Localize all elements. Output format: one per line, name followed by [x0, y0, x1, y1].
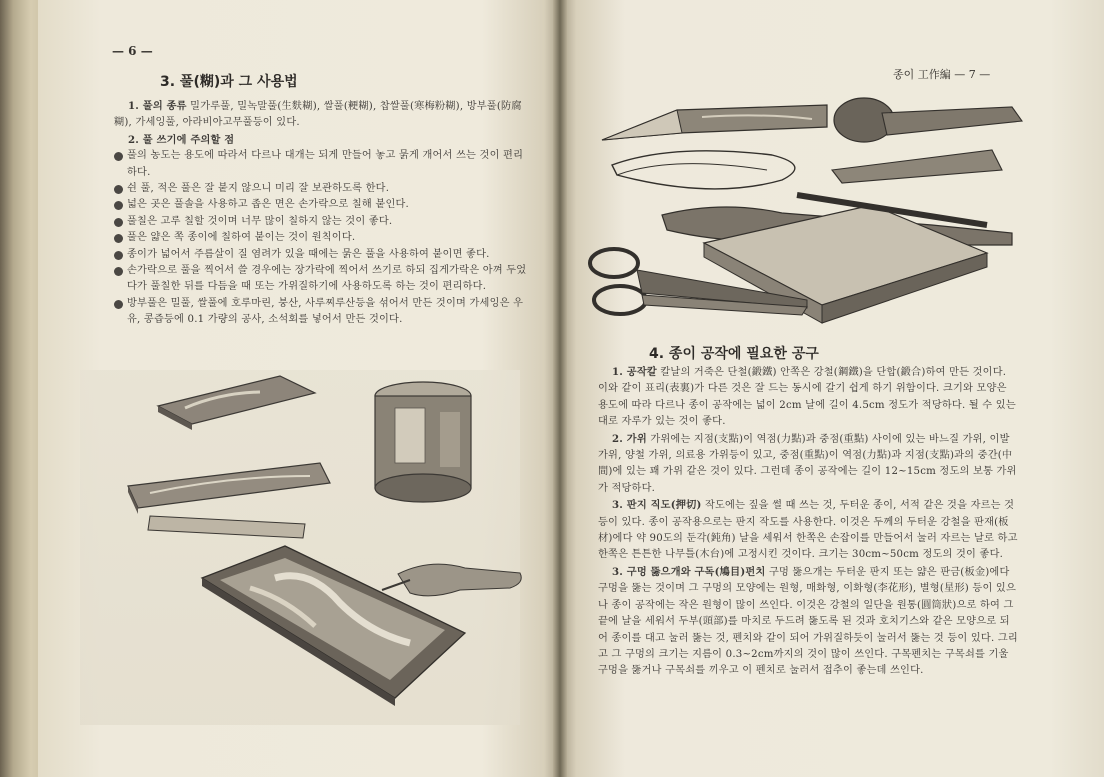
caution-heading: 2. 풀 쓰기에 주의할 점	[128, 133, 235, 146]
caution-item: 넓은 곳은 풀솔을 사용하고 좁은 면은 손가락으로 칠해 붙인다.	[114, 197, 532, 213]
left-page-body	[114, 98, 532, 329]
tool-label: 3. 판지 직도(押切)	[612, 499, 702, 512]
glue-types-paragraph	[114, 98, 532, 132]
glue-types-text: 밀가루풀, 밀녹말풀(生麩糊), 쌀풀(粳糊), 찹쌀풀(寒梅粉糊), 방부풀(防腐糊), 가세잉풀, 아라비아고무풀등이 있다.	[114, 101, 522, 129]
hand-icon	[382, 564, 521, 596]
tool-text: 가위에는 지점(支點)이 역점(力點)과 중점(重點) 사이에 있는 바느질 가위, 이발 가위, 양철 가위, 의료용 가위등이 있고, 중점(重點)이 역점(力點)과 지점(支點)과의 중간(中間)에 있는 꽤 가위 같은 것이 있다. 그런데 종이 공작에는 길이 12~15cm 정도의 보통 가위가 적당하다.	[598, 433, 1017, 494]
tool-label: 1. 공작칼	[612, 366, 657, 378]
tool-text: 구멍 뚫으개는 두터운 판지 또는 얇은 판금(板金)에다 구멍을 뚫는 것이며 그 구멍의 모양에는 원형, 매화형, 이화형(李花形), 별형(星形) 등이 있으나 종이 공작에는 작은 원형이 많이 쓰인다. 이것은 강철의 일단을 원통(圓筒狀)으로 하여 그 끝에 날을 세워서 두부(頭部)를 마치로 두드려 뚫도록 된 것과 호치기스와 같은 모양으로 되어 종이를 대고 눌러 뚫는 것, 펜치와 같이 되어 가위질하듯이 눌러서 뚫는 것 등이 있다. 그리고 그 구멍의 크기는 지름이 0.3~2cm까지의 것이 많이 쓰인다. 구목펜치는 구목쇠를 기울 구멍을 뚫거나 구목쇠를 끼우고 이 펜치로 눌러서 접추이 좋는데 쓰인다.	[598, 566, 1018, 677]
glue-jar-icon	[375, 382, 471, 502]
right-page-title: 4. 종이 공작에 필요한 공구	[649, 346, 819, 362]
caution-item: 쉰 풀, 적은 풀은 잘 붙지 않으니 미리 잘 보관하도록 한다.	[114, 181, 532, 197]
caution-item: 종이가 넓어서 주름살이 질 염려가 있을 때에는 묽은 풀을 사용하여 붙이면 좋다.	[114, 247, 532, 263]
palette-board-icon	[128, 463, 330, 514]
glue-tools-illustration	[110, 368, 530, 713]
tool-label: 3. 구멍 뚫으개와 구독(鳩目)펀치	[612, 565, 766, 578]
tool-paragraph	[598, 497, 1018, 564]
caution-item: 방부풀은 밀풀, 쌀풀에 호루마린, 붕산, 사루찌루산등을 섞어서 만든 것이며 가세잉은 우유, 콩즙등에 0.1 가량의 공사, 소석회를 넣어서 만든 것이다.	[114, 296, 532, 329]
hole-punch-icon	[834, 98, 1022, 142]
left-page-number: — 6 —	[112, 44, 153, 58]
tool-label: 2. 가위	[612, 432, 647, 445]
spatula-icon	[148, 516, 305, 538]
small-scissors-icon	[612, 151, 795, 189]
right-page-header: 종이 工作編 — 7 —	[893, 68, 991, 81]
awl-icon	[832, 150, 1002, 183]
book-gutter	[553, 0, 567, 777]
caution-item: 손가락으로 풀을 찍어서 쓸 경우에는 장가락에 찍어서 쓰기로 하되 집게가락은 아껴 두었다가 풀칠한 뒤를 다듬을 때 또는 가위질하기에 사용하도록 하는 것이 편리하다.	[114, 263, 532, 296]
glue-types-label: 1. 풀의 종류	[128, 100, 187, 112]
tool-paragraph	[598, 364, 1018, 431]
caution-item: 풀은 얇은 쪽 종이에 칠하여 붙이는 것이 원칙이다.	[114, 230, 532, 246]
left-page-title: 3. 풀(糊)과 그 사용법	[160, 74, 298, 90]
paper-tools-illustration	[582, 95, 1037, 340]
tool-paragraph	[598, 431, 1018, 498]
tool-text: 작도에는 짚을 썰 때 쓰는 것, 두터운 종이, 서적 같은 것을 자르는 것 등이 있다. 종이 공작용으로는 판지 작도를 사용한다. 이것은 두께의 두터운 강철을 판재(板材)에다 약 90도의 둔각(鈍角) 날을 세워서 한쪽은 손잡이를 만들어서 눌러 자르는 날로 하고 한쪽은 튼튼한 나무틀(木台)에 고정시킨 것이다. 크기는 30cm~50cm 정도의 것이 좋다.	[598, 500, 1018, 561]
paste-board-small-icon	[158, 376, 315, 430]
caution-item: 풀칠은 고루 칠할 것이며 너무 많이 칠하지 않는 것이 좋다.	[114, 214, 532, 230]
right-page-body	[598, 364, 1018, 680]
tool-text: 칼날의 거죽은 단철(鍛鐵) 안쪽은 강철(鋼鐵)을 단합(鍛合)하여 만든 것이다. 이와 같이 표리(表裏)가 다른 것은 잘 드는 동시에 갈기 쉽게 하기 위함이다. 크기와 모양은 용도에 따라 다르나 종이 공작에는 넓이 2cm 날에 길이 4.5cm 정도가 적당하다. 될 수 있는 대로 자루가 있는 것이 좋다.	[598, 367, 1016, 428]
caution-item: 풀의 농도는 용도에 따라서 다르나 대개는 되게 만들어 놓고 묽게 개어서 쓰는 것이 편리하다.	[114, 148, 532, 181]
tool-paragraph	[598, 564, 1018, 680]
craft-knife-icon	[602, 105, 827, 140]
